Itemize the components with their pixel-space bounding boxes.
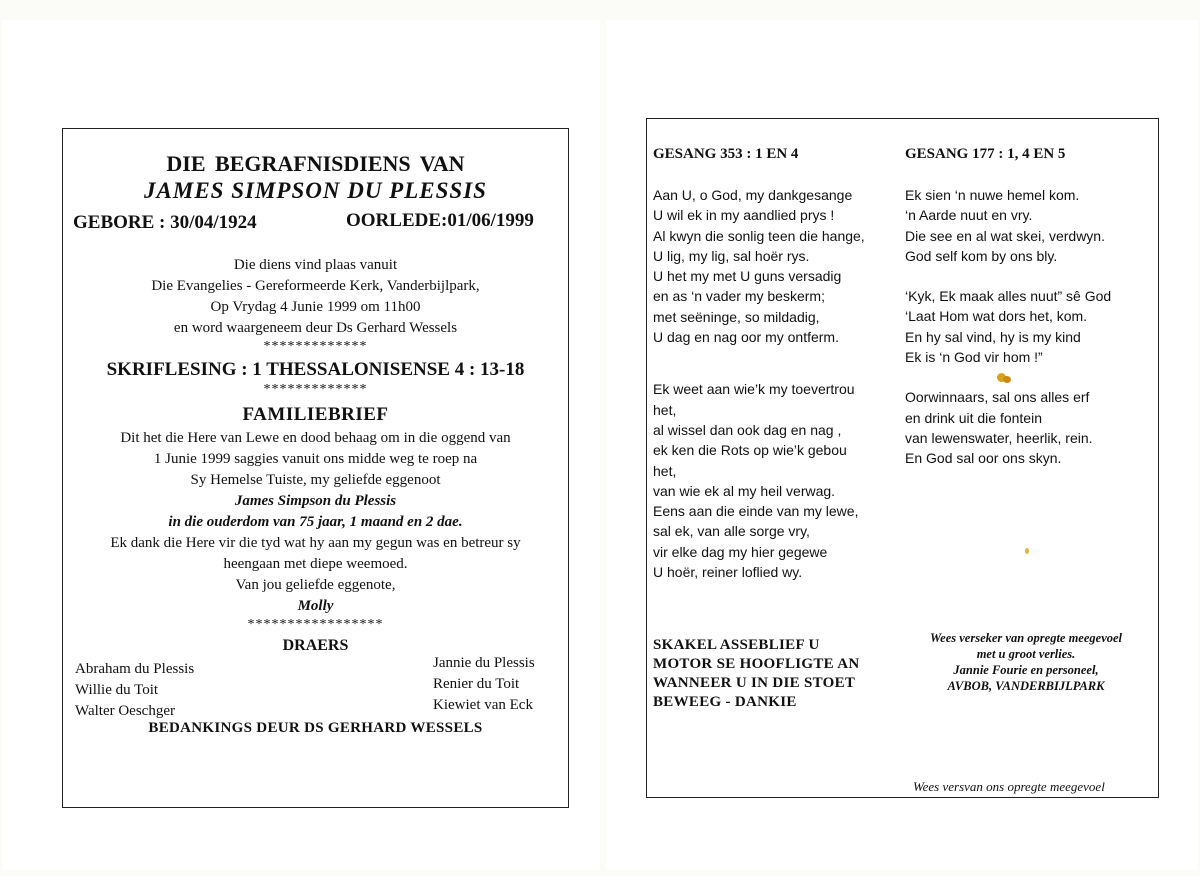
hymn-line: ‘Laat Hom wat dors het, kom. xyxy=(905,308,1088,325)
hymn-line: met seëninge, so mildadig, xyxy=(653,308,820,325)
stanza-gap xyxy=(905,266,1111,286)
service-title: DIE BEGRAFNISDIENS VAN xyxy=(166,151,465,176)
hymn-line: van lewenswater, heerlik, rein. xyxy=(905,429,1093,446)
hymn-line: Al kwyn die sonlig teen die hange, xyxy=(653,227,865,244)
hymn-line: God self kom by ons bly. xyxy=(905,247,1058,264)
hymn-line: het, xyxy=(653,462,677,479)
paper-stain xyxy=(1003,376,1011,383)
letter-age: in die ouderdom van 75 jaar, 1 maand en 2 dae. xyxy=(168,514,463,530)
hymn-line: Die see en al wat skei, verdwyn. xyxy=(905,227,1105,244)
paper-stain xyxy=(1025,548,1029,554)
thanks-line: BEDANKINGS DEUR DS GERHARD WESSELS xyxy=(148,720,483,736)
death-date: OORLEDE:01/06/1999 xyxy=(346,210,534,231)
hymn-line: Ek is ‘n God vir hom !” xyxy=(905,349,1043,366)
hymn-line: ‘n Aarde nuut en vry. xyxy=(905,207,1033,224)
hymn-line: Ek sien ‘n nuwe hemel kom. xyxy=(905,187,1080,203)
hymn-353-text xyxy=(653,185,865,582)
hymn-line: Oorwinnaars, sal ons alles erf xyxy=(905,389,1090,406)
letter-deceased-name: James Simpson du Plessis xyxy=(234,493,397,509)
service-line: Die diens vind plaas vanuit xyxy=(233,257,398,273)
hymn-line: U dag en nag oor my ontferm. xyxy=(653,329,839,346)
hymn-line: Aan U, o God, my dankgesange xyxy=(653,187,853,203)
headlights-notice xyxy=(653,636,859,712)
bearer-name: Willie du Toit xyxy=(75,682,159,698)
hymn-line: en drink uit die fontein xyxy=(905,409,1042,426)
hymns-panel xyxy=(646,118,1159,798)
letter-line: Van jou geliefde eggenote, xyxy=(235,577,396,593)
hymn-line: U wil ek in my aandlied prys ! xyxy=(653,207,835,224)
bearers-heading: DRAERS xyxy=(282,637,349,654)
hymn-line: ek ken die Rots op wie’k gebou xyxy=(653,442,847,459)
service-line: Op Vrydag 4 Junie 1999 om 11h00 xyxy=(210,299,421,315)
letter-line: Dit het die Here van Lewe en dood behaag om in die oggend van xyxy=(120,430,511,446)
letter-line: 1 Junie 1999 saggies vanuit ons midde weg te roep na xyxy=(153,451,478,467)
service-line: en word waargeneem deur Ds Gerhard Wessels xyxy=(173,320,458,336)
hymn-line: vir elke dag my hier gegewe xyxy=(653,543,828,560)
footer-note: Wees versvan ons opregte meegevoel xyxy=(913,779,1105,794)
scripture-reading: SKRIFLESING : 1 THESSALONISENSE 4 : 13-18 xyxy=(106,359,525,380)
condolence-line: Jannie Fourie en personeel, xyxy=(953,663,1099,677)
notice-line: WANNEER U IN DIE STOET xyxy=(653,675,856,691)
hymn-line: en as ‘n vader my beskerm; xyxy=(653,288,825,305)
letter-line: heengaan met diepe weemoed. xyxy=(223,556,408,572)
hymn-line: ‘Kyk, Ek maak alles nuut” sê God xyxy=(905,288,1112,305)
letter-signature: Molly xyxy=(297,598,334,614)
divider-stars: ************* xyxy=(263,339,368,354)
service-line: Die Evangelies - Gereformeerde Kerk, Vanderbijlpark, xyxy=(151,278,480,294)
condolence-line: met u groot verlies. xyxy=(976,647,1076,661)
notice-line: SKAKEL ASSEBLIEF U xyxy=(653,637,820,653)
hymn-line: En God sal oor ons skyn. xyxy=(905,450,1062,467)
hymn-line: Ek weet aan wie’k my toevertrou xyxy=(653,381,855,398)
hymn-line: sal ek, van alle sorge vry, xyxy=(653,523,810,540)
notice-line: BEWEEG - DANKIE xyxy=(653,694,797,710)
letter-line: Sy Hemelse Tuiste, my geliefde eggenoot xyxy=(190,472,441,488)
bearer-name: Walter Oeschger xyxy=(75,703,175,719)
hymn-line: U het my met U guns versadig xyxy=(653,268,842,285)
hymn-line: van wie ek al my heil verwag. xyxy=(653,482,836,499)
hymn-line: En hy sal vind, hy is my kind xyxy=(905,328,1081,345)
bearer-name: Jannie du Plessis xyxy=(433,655,535,671)
funeral-program-panel xyxy=(62,128,569,808)
notice-line: MOTOR SE HOOFLIGTE AN xyxy=(653,656,860,672)
condolence-line: Wees verseker van opregte meegevoel xyxy=(929,631,1123,645)
stanza-gap xyxy=(653,347,865,379)
hymn-line: U lig, my lig, sal hoër rys. xyxy=(653,247,810,264)
hymn-line: U hoër, reiner loflied wy. xyxy=(653,564,803,581)
hymn-177-heading: GESANG 177 : 1, 4 EN 5 xyxy=(905,146,1066,162)
birth-date: GEBORE : 30/04/1924 xyxy=(73,212,257,233)
hymn-line: Eens aan die einde van my lewe, xyxy=(653,503,859,520)
bearer-name: Abraham du Plessis xyxy=(75,661,195,677)
divider-stars: ***************** xyxy=(247,617,384,632)
hymn-353-heading: GESANG 353 : 1 EN 4 xyxy=(653,146,799,162)
condolence-message xyxy=(899,630,1153,694)
divider-stars: ************* xyxy=(263,382,368,397)
condolence-line: AVBOB, VANDERBIJLPARK xyxy=(947,679,1105,693)
hymn-line: al wissel dan ook dag en nag , xyxy=(653,421,842,438)
hymn-177-text xyxy=(905,185,1111,469)
hymn-line: het, xyxy=(653,401,677,418)
family-letter-heading: FAMILIEBRIEF xyxy=(242,404,389,425)
letter-line: Ek dank die Here vir die tyd wat hy aan my gegun was en betreur sy xyxy=(110,535,521,551)
deceased-name: JAMES SIMPSON DU PLESSIS xyxy=(144,178,487,203)
bearer-name: Kiewiet van Eck xyxy=(433,697,533,713)
bearer-name: Renier du Toit xyxy=(433,676,520,692)
